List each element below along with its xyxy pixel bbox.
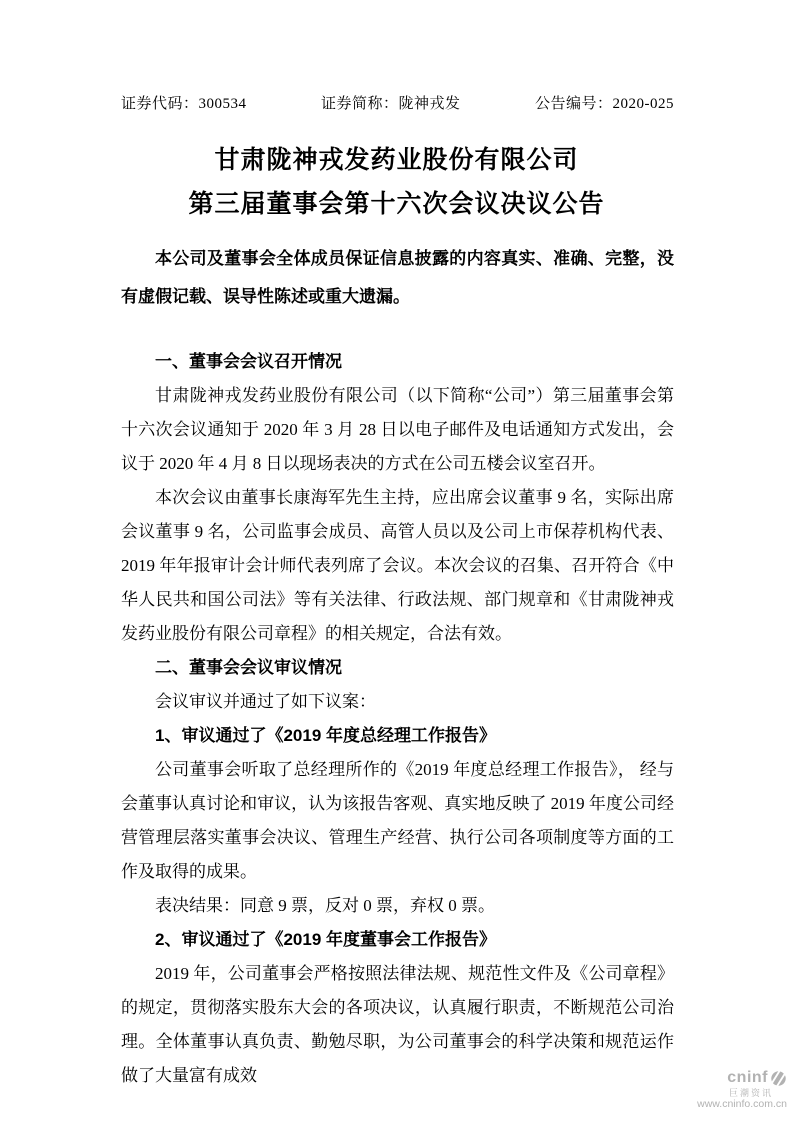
- resolution1-vote-result: 表决结果：同意 9 票，反对 0 票，弃权 0 票。: [155, 896, 495, 915]
- section2-heading: 二、董事会会议审议情况: [155, 658, 342, 677]
- cninfo-swirl-icon: [770, 1070, 787, 1087]
- cninfo-brand-text: cninf: [727, 1069, 768, 1087]
- section1-paragraph-2: 本次会议由董事长康海军先生主持，应出席会议董事 9 名，实际出席会议董事 9 名，公司监事会成员、高管人员以及公司上市保荐机构代表、2019 年年报审计会计师代表列席了会议。本次会议的召集、召开符合《中华人民共和国公司法》等有关法律、行政法规、部门规章和《甘肃陇神戎发药业股份有限公司章程》的相关规定，合法有效。: [121, 488, 674, 643]
- cninfo-brand-line: [697, 1069, 787, 1087]
- resolution1-heading: 1、审议通过了《2019 年度总经理工作报告》: [155, 726, 496, 745]
- disclaimer-paragraph: 本公司及董事会全体成员保证信息披露的内容真实、准确、完整，没有虚假记载、误导性陈述或重大遗漏。: [121, 249, 674, 306]
- company-name-title: 甘肃陇神戎发药业股份有限公司: [214, 146, 579, 174]
- cninfo-url: www.cninfo.com.cn: [697, 1097, 787, 1110]
- cninfo-chinese-name: 巨潮资讯: [728, 1087, 773, 1098]
- announcement-number: 公告编号：2020-025: [535, 96, 674, 112]
- announcement-title: 第三届董事会第十六次会议决议公告: [188, 190, 605, 218]
- stock-abbr: 证券简称：陇神戎发: [321, 96, 461, 112]
- document-body: [121, 345, 674, 1093]
- cninfo-watermark: [697, 1069, 787, 1110]
- resolution1-body: 公司董事会听取了总经理所作的《2019 年度总经理工作报告》， 经与会董事认真讨论和审议，认为该报告客观、真实地反映了 2019 年度公司经营管理层落实董事会决议、管理生产经营、执行公司各项制度等方面的工作及取得的成果。: [121, 760, 674, 881]
- document-header: [121, 92, 674, 113]
- section1-heading: 一、董事会会议召开情况: [155, 352, 342, 371]
- section2-intro: 会议审议并通过了如下议案：: [155, 692, 376, 711]
- resolution2-heading: 2、审议通过了《2019 年度董事会工作报告》: [155, 930, 496, 949]
- resolution2-body: 2019 年，公司董事会严格按照法律法规、规范性文件及《公司章程》的规定，贯彻落实股东大会的各项决议，认真履行职责，不断规范公司治理。全体董事认真负责、勤勉尽职，为公司董事会的科学决策和规范运作做了大量富有成效: [121, 964, 674, 1085]
- stock-code: 证券代码：300534: [121, 96, 247, 112]
- section1-paragraph-1: 甘肃陇神戎发药业股份有限公司（以下简称“公司”）第三届董事会第十六次会议通知于 2020 年 3 月 28 日以电子邮件及电话通知方式发出，会议于 2020 年 4 月 8 日以现场表决的方式在公司五楼会议室召开。: [121, 386, 674, 473]
